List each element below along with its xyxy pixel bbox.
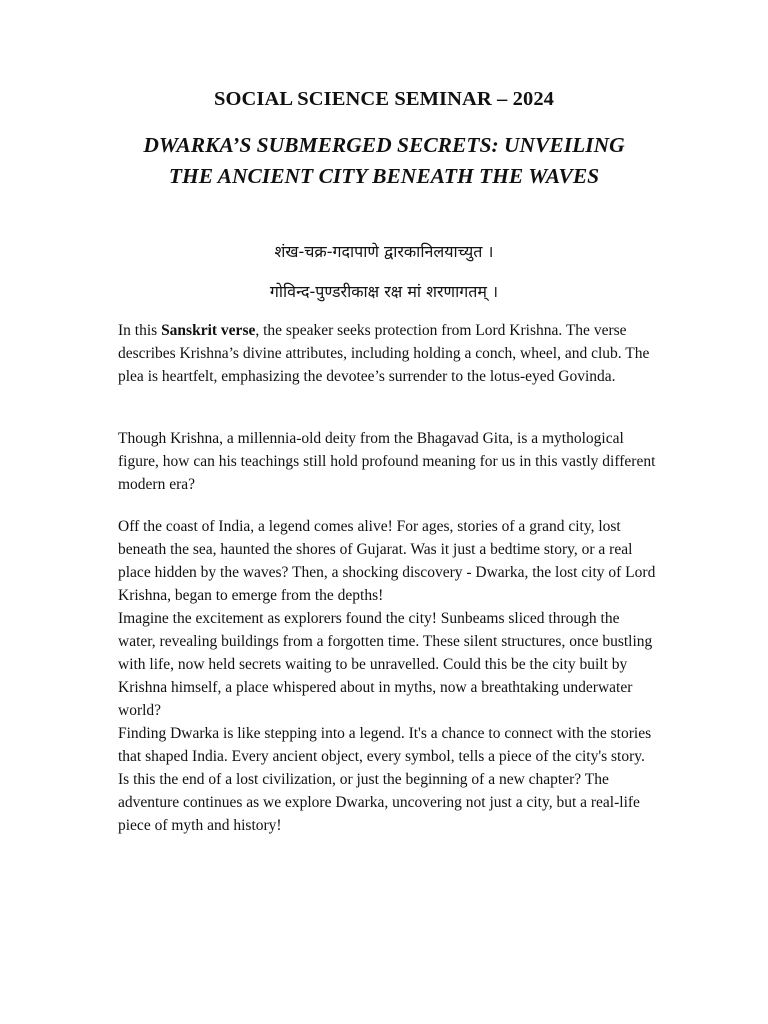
- paragraph-question: Though Krishna, a millennia-old deity from the Bhagavad Gita, is a mythological figure, how can his teachings still hold profound meaning for us in this vastly different modern era?: [118, 430, 656, 493]
- p1-text-after: , the speaker seeks protection from Lord Krishna. The verse describes Krishna’s divine attributes, including holding a conch, wheel, and club. The plea is heartfelt, emphasizing the devotee’s surrender to the lotus-eyed Govinda.: [118, 322, 650, 385]
- sanskrit-verse-line-2: गोविन्द-पुण्डरीकाक्ष रक्ष मां शरणागतम् ।: [269, 282, 499, 301]
- paragraph-verse-explanation: [118, 319, 658, 388]
- story-part-1: Off the coast of India, a legend comes alive! For ages, stories of a grand city, lost beneath the sea, haunted the shores of Gujarat. Was it just a bedtime story, or a real place hidden by the waves? Then, a shocking discovery - Dwarka, the lost city of Lord Krishna, began to emerge from the depths!: [118, 518, 656, 604]
- paragraph-dwarka-story: [118, 515, 658, 837]
- seminar-title: SOCIAL SCIENCE SEMINAR – 2024: [213, 88, 555, 110]
- sanskrit-verse-line-1: शंख-चक्र-गदापाणे द्वारकानिलयाच्युत ।: [274, 242, 494, 261]
- story-part-2: Imagine the excitement as explorers found the city! Sunbeams sliced through the water, revealing buildings from a forgotten time. These silent structures, once bustling with life, now held secrets waiting to be unravelled. Could this be the city built by Krishna himself, a place whispered about in myths, now a breathtaking underwater world?: [118, 610, 653, 719]
- p1-text-before: In this: [118, 322, 162, 339]
- title-line-1: DWARKA’S SUBMERGED SECRETS: UNVEILING: [143, 133, 625, 157]
- story-part-3: Finding Dwarka is like stepping into a legend. It's a chance to connect with the stories that shaped India. Every ancient object, every symbol, tells a piece of the city's story. Is this the end of a lost civilization, or just the beginning of a new chapter? The adventure continues as we explore Dwarka, uncovering not just a city, but a real-life piece of myth and history!: [118, 725, 652, 834]
- p1-bold-term: Sanskrit verse: [161, 322, 256, 339]
- title-line-2: THE ANCIENT CITY BENEATH THE WAVES: [168, 164, 600, 188]
- document-title: [0, 130, 768, 192]
